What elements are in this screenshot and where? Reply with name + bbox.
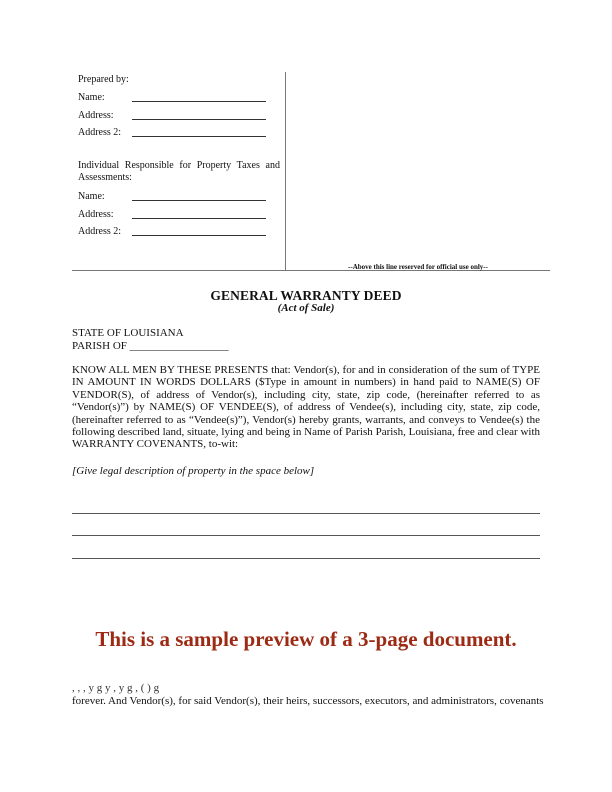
prepared-name-field[interactable] — [132, 101, 266, 102]
deed-subtitle: (Act of Sale) — [277, 302, 335, 314]
continuation-line: forever. And Vendor(s), for said Vendor(s), their heirs, successors, executors, and administrators, covenants — [72, 695, 544, 707]
parish-line: PARISH OF __________________ — [72, 339, 229, 352]
prepared-address-label: Address: — [78, 110, 114, 121]
description-line[interactable] — [72, 513, 540, 514]
state-line: STATE OF LOUISIANA — [72, 327, 184, 339]
prepared-address2-field[interactable] — [132, 136, 266, 137]
deed-body-paragraph: KNOW ALL MEN BY THESE PRESENTS that: Vendor(s), for and in consideration of the sum of TYPE IN AMOUNT IN WORDS DOLLARS ($Type in amount in numbers) in hand paid to NAME(S) OF VENDOR(S), of address of Vendor(s), including city, state, zip code, (hereinafter referred to as “Vendor(s)”) by NAME(S) OF VENDEE(S), of address of Vendee(s), including city, state, zip code, (hereinafter referred to as “Vendee(s)”), Vendor(s) hereby grants, warrants, and conveys to Vendee(s) the following described land, situate, lying and being in Name of Parish Parish, Louisiana, free and clear with WARRANTY COVENANTS, to-wit: — [72, 364, 540, 451]
deed-title: GENERAL WARRANTY DEED — [210, 288, 402, 303]
responsible-name-label: Name: — [78, 191, 105, 202]
description-line[interactable] — [72, 558, 540, 559]
clipped-text-fragment: , , , y g y , y g , ( ) g — [72, 682, 160, 694]
responsible-heading: Individual Responsible for Property Taxes and Assessments: — [78, 160, 280, 183]
responsible-name-field[interactable] — [132, 200, 266, 201]
prepared-name-label: Name: — [78, 92, 105, 103]
responsible-address-label: Address: — [78, 209, 114, 220]
recording-box-divider — [285, 72, 286, 270]
sample-preview-banner: This is a sample preview of a 3-page document. — [95, 627, 517, 651]
prepared-address2-label: Address 2: — [78, 127, 122, 138]
responsible-address2-label: Address 2: — [78, 226, 122, 237]
venue-block — [72, 327, 229, 352]
responsible-address2-field[interactable] — [132, 235, 266, 236]
prepared-by-heading: Prepared by: — [78, 74, 129, 85]
prepared-address-field[interactable] — [132, 119, 266, 120]
legal-description-instruction: [Give legal description of property in the space below] — [72, 465, 315, 477]
reserved-note: --Above this line reserved for official use only-- — [348, 263, 488, 271]
description-line[interactable] — [72, 535, 540, 536]
responsible-address-field[interactable] — [132, 218, 266, 219]
